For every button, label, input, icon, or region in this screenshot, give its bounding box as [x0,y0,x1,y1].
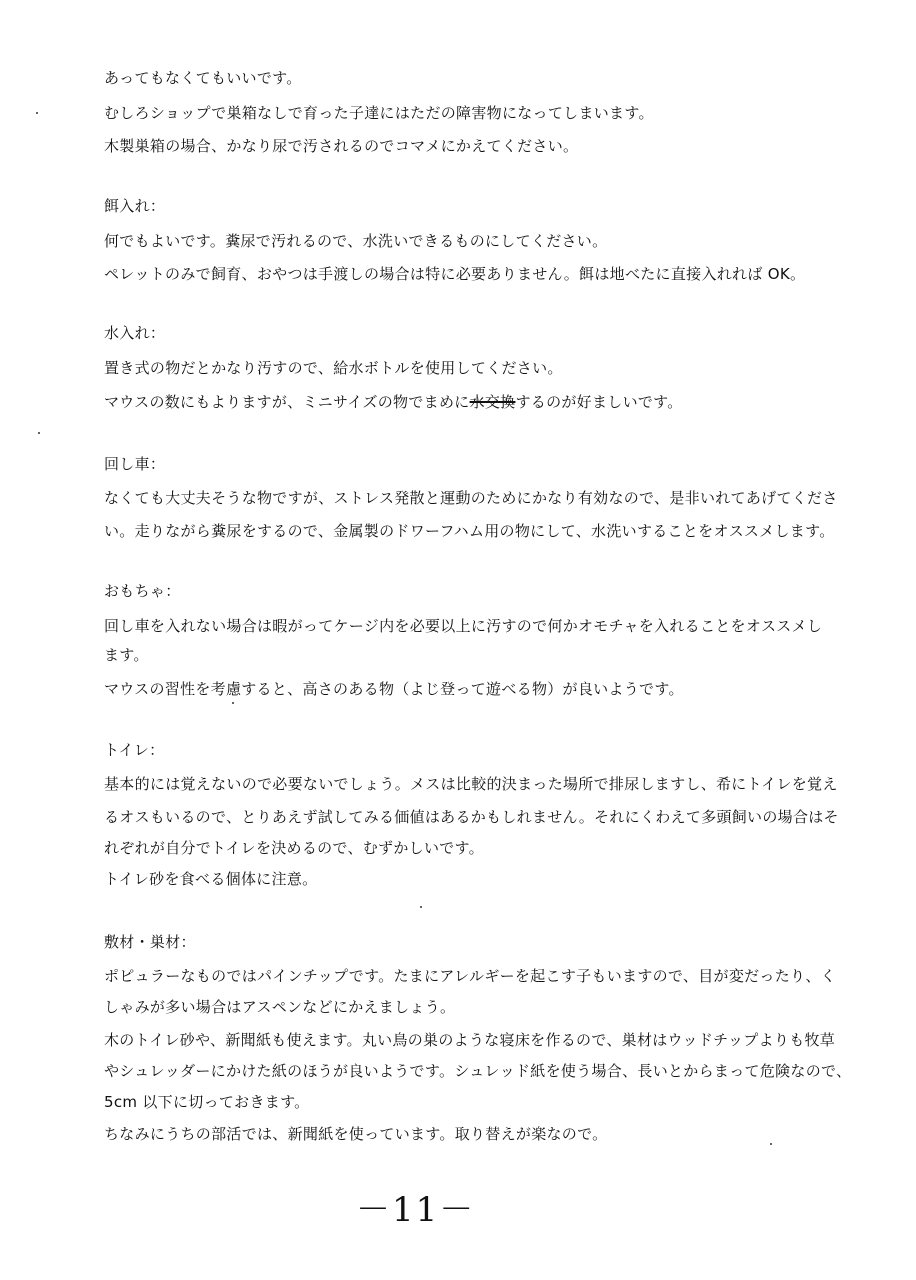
paragraph-line: 5cm 以下に切っておきます。 [104,1093,310,1111]
section-heading: おもちゃ： [104,582,181,600]
section-heading: トイレ： [104,741,165,759]
paragraph-line: 基本的には覚えないので必要ないでしょう。メスは比較的決まった場所で排尿しますし、希にトイレを覚え [104,775,838,793]
paragraph-line: あってもなくてもいいです。 [104,69,302,87]
paragraph-line: ポピュラーなものではパインチップです。たまにアレルギーを起こす子もいますので、目が変だったり、く [104,967,836,985]
paragraph-line: 回し車を入れない場合は暇がってケージ内を必要以上に汚すので何かオモチャを入れることをオススメし [104,617,823,635]
paragraph-line: 木製巣箱の場合、かなり尿で汚されるのでコマメにかえてください。 [104,137,579,155]
scan-speck [770,1143,772,1145]
text-segment: マウスの数にもよりますが、ミニサイズの物でまめに [104,393,470,411]
paragraph-line: しゃみが多い場合はアスペンなどにかえましょう。 [104,998,456,1016]
paragraph-line: ます。 [104,646,149,664]
text-segment: するのが好ましいです。 [515,393,683,411]
paragraph-line: ちなみにうちの部活では、新聞紙を使っています。取り替えが楽なので。 [104,1125,608,1143]
paragraph-line: い。走りながら糞尿をするので、金属製のドワーフハム用の物にして、水洗いすることをオススメします。 [104,522,835,540]
paragraph-line: ペレットのみで飼育、おやつは手渡しの場合は特に必要ありません。餌は地べたに直接入れれば OK。 [104,265,806,283]
section-heading: 餌入れ： [104,197,166,215]
struck-text: 水交換 [469,393,516,411]
paragraph-line: 何でもよいです。糞尿で汚れるので、水洗いできるものにしてください。 [104,232,608,250]
section-heading: 水入れ： [104,324,166,342]
scan-speck [36,112,38,114]
paragraph-line: マウスの習性を考慮すると、高さのある物（よじ登って遊べる物）が良いようです。 [104,680,684,698]
scan-speck [420,906,422,908]
paragraph-line: 木のトイレ砂や、新聞紙も使えます。丸い鳥の巣のような寝床を作るので、巣材はウッドチップよりも牧草 [104,1031,836,1049]
paragraph-line: トイレ砂を食べる個体に注意。 [104,870,318,888]
paragraph-line: やシュレッダーにかけた紙のほうが良いようです。シュレッド紙を使う場合、長いとからまって危険なので、 [104,1062,852,1080]
section-heading: 回し車： [104,455,166,473]
scan-speck [38,432,40,434]
paragraph-line: れぞれが自分でトイレを決めるので、むずかしいです。 [104,839,484,857]
paragraph-line: なくても大丈夫そうな物ですが、ストレス発散と運動のためにかなり有効なので、是非いれてあげてくださ [104,489,838,507]
paragraph-line: るオスもいるので、とりあえず試してみる価値はあるかもしれません。それにくわえて多頭飼いの場合はそ [104,808,839,826]
paragraph-line: 置き式の物だとかなり汚すので、給水ボトルを使用してください。 [104,359,563,377]
section-heading: 敷材・巣材： [104,933,196,951]
paragraph-line [104,393,683,411]
page-number: －11－ [356,1190,476,1230]
paragraph-line: むしろショップで巣箱なしで育った子達にはただの障害物になってしまいます。 [104,104,654,122]
scan-speck [232,702,234,704]
